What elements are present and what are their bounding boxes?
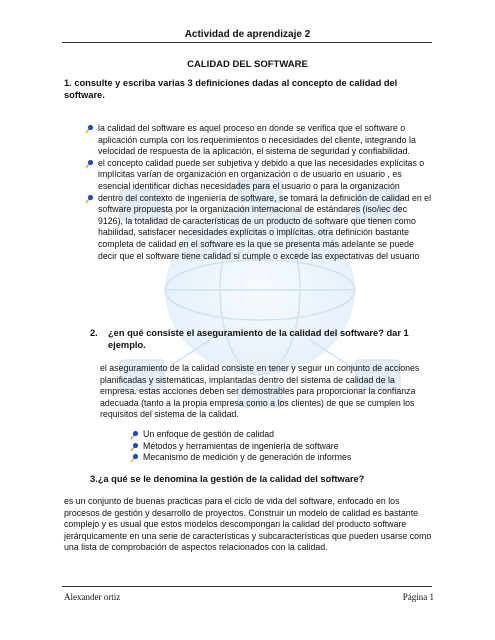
- question-2-number: 2.: [90, 328, 98, 338]
- question-1: 1. consulte y escriba varias 3 definiciones dadas al concepto de calidad del software.: [64, 78, 398, 100]
- list-item-text: Métodos y herramientas de ingeniería de software: [143, 440, 339, 451]
- footer-author: Alexander ortiz: [64, 592, 121, 602]
- header-divider: [62, 42, 432, 43]
- question-3: 3.¿a qué se le denomina la gestión de la calidad del software?: [90, 474, 365, 484]
- question-2: [90, 327, 430, 351]
- quality-approach-list: [129, 429, 409, 464]
- list-item: [129, 452, 409, 464]
- page-header-title: Actividad de aprendizaje 2: [184, 29, 311, 40]
- footer-page-number: Página 1: [402, 592, 434, 602]
- document-title: CALIDAD DEL SOFTWARE: [187, 59, 308, 70]
- list-item-text: Mecanismo de medición y de generación de informes: [143, 452, 352, 463]
- list-item-text: el concepto calidad puede ser subjetiva y debido a que las necesidades explícitas o implícitas varían de organización en organización o de usuario en usuario , es esencial identificar dichas necesidades para el usuario o para la organización: [98, 157, 425, 191]
- footer-divider: [62, 586, 432, 587]
- pushpin-icon: [129, 453, 139, 463]
- pushpin-icon: [129, 430, 139, 440]
- list-item-text: la calidad del software es aquel proceso en donde se verifica que el software o aplicación cumpla con los requerimientos o necesidades del cliente, integrando la velocidad de respuesta de la aplicación, el sistema de seguridad y confiabilidad.: [98, 123, 416, 157]
- pushpin-icon: [84, 194, 94, 204]
- list-item-text: Un enfoque de gestión de calidad: [143, 429, 275, 439]
- list-item: [129, 429, 409, 441]
- list-item: [84, 158, 434, 193]
- question-2-text: ¿en qué consiste el aseguramiento de la calidad del software? dar 1 ejemplo.: [108, 328, 409, 350]
- answer-3-paragraph: es un conjunto de buenas practicas para el ciclo de vida del software, enfocado en los procesos de gestión y desarrollo de proyectos. Construir un modelo de calidad es bastante complejo y es usual que estos modelos descompongan la calidad del producto software jerárquicamente en una serie de características y subcaracterísticas que pueden usarse como una lista de comprobación de aspectos relacionados con la calidad.: [64, 496, 432, 553]
- list-item: [84, 193, 434, 263]
- list-item: [129, 441, 409, 453]
- list-item: [84, 123, 434, 158]
- pushpin-icon: [129, 442, 139, 452]
- definition-list: [84, 123, 434, 262]
- pushpin-icon: [84, 124, 94, 134]
- answer-2-paragraph: el aseguramiento de la calidad consiste en tener y seguir un conjunto de acciones planificadas y sistemáticas, implantadas dentro del sistema de calidad de la empresa. estas acciones deben ser demostrables para proporcionar la confianza adecuada (tanto a la propia empresa como a los clientes) de que se cumplen los requisitos del sistema de la calidad.: [100, 363, 420, 420]
- list-item-text: dentro del contexto de ingeniería de software, se tomará la definición de calidad en el software propuesta por la organización internacional de estándares (iso/iec dec 9126), la totalidad de características de un producto de software que tienen como habilidad, satisfacer necesidades explícitas o implícitas. otra definición bastante completa de calidad en el software es la que se presenta más adelante se puede decir que el software tiene calidad si cumple o excede las expectativas del usuario: [98, 192, 432, 261]
- pushpin-icon: [84, 159, 94, 169]
